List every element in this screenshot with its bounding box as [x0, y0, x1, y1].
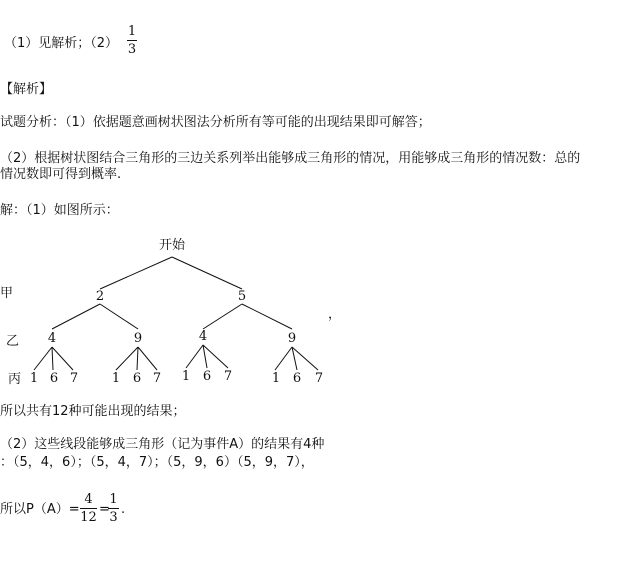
part2-line-1: （2）这些线段能够成三角形（记为事件A）的结果有4种: [0, 437, 325, 452]
tree-trailing-comma: ，: [328, 307, 342, 322]
part2-line-2: ：（5，4，6）；（5，4，7）；（5，9，6）（5，9，7），: [0, 455, 314, 470]
tree-leaf-8: 6: [202, 369, 212, 384]
fraction-denominator: 3: [109, 510, 118, 525]
fraction-numerator: 1: [109, 492, 118, 507]
analysis-line-2a: （2）根据树状图结合三角形的三边关系列举出能够成三角形的情况，用能够成三角形的情况数：总的: [0, 151, 581, 166]
tree-leaf-4: 1: [111, 371, 121, 386]
analysis-line-1: 试题分析：（1）依据题意画树状图法分析所有等可能的出现结果即可解答；: [0, 115, 431, 130]
fraction-numerator: 4: [84, 492, 93, 507]
tree-leaf-7: 1: [181, 369, 191, 384]
result-text: 所以共有12种可能出现的结果；: [0, 404, 186, 419]
tree-node-9b: 9: [287, 331, 297, 346]
tree-leaf-1: 1: [29, 371, 39, 386]
solution-intro: 解：（1）如图所示：: [0, 203, 119, 218]
tree-leaf-9: 7: [223, 369, 233, 384]
tree-leaf-10: 1: [271, 371, 281, 386]
probability-suffix: .: [121, 502, 126, 517]
fraction-denominator: 12: [80, 510, 97, 525]
probability-equals: =: [99, 502, 110, 517]
tree-node-9a: 9: [133, 331, 143, 346]
probability-prefix: 所以P（A）=: [0, 502, 80, 517]
section-title: 【解析】: [0, 82, 53, 97]
tree-leaf-2: 6: [49, 371, 59, 386]
probability-fraction-1: [80, 492, 97, 525]
tree-node-5: 5: [237, 289, 247, 304]
tree-leaf-5: 6: [132, 371, 142, 386]
tree-leaf-3: 7: [69, 371, 79, 386]
row-label-yi: 乙: [6, 334, 20, 349]
tree-node-4b: 4: [198, 329, 208, 344]
fraction-denominator: 3: [127, 42, 137, 57]
tree-root: 开始: [158, 238, 186, 253]
row-label-bing: 丙: [8, 372, 22, 387]
answer-prefix: （1）见解析；（2）: [4, 36, 119, 51]
tree-leaf-6: 7: [152, 371, 162, 386]
tree-leaf-12: 7: [314, 371, 324, 386]
row-label-jia: 甲: [0, 286, 14, 301]
probability-fraction-2: [108, 492, 119, 525]
analysis-line-2b: 情况数即可得到概率.: [0, 167, 122, 182]
tree-leaf-11: 6: [292, 371, 302, 386]
fraction-numerator: 1: [127, 24, 137, 39]
tree-node-4a: 4: [47, 331, 57, 346]
tree-node-2: 2: [95, 289, 105, 304]
